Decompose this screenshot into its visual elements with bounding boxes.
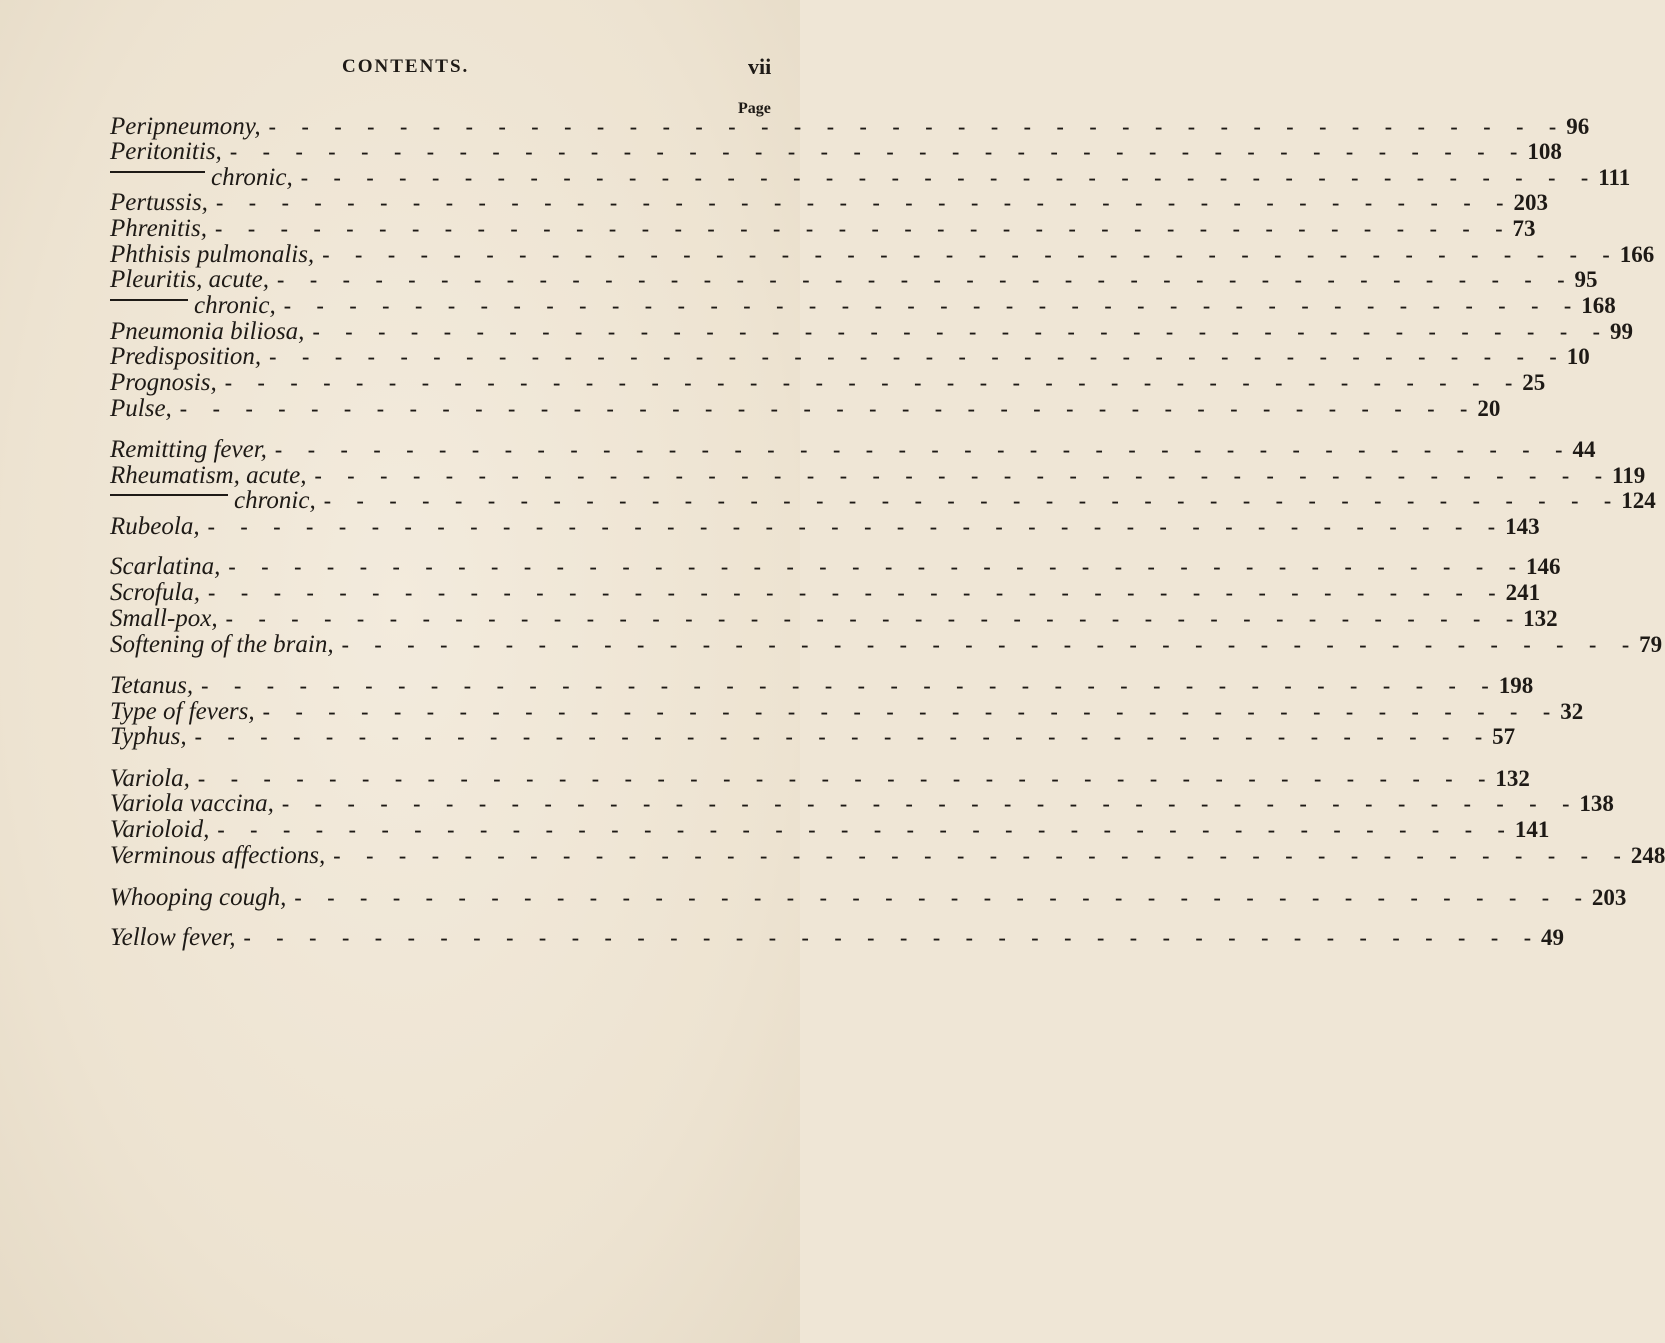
entry-text: Varioloid, <box>110 816 210 843</box>
entry-title <box>110 487 316 515</box>
running-head-title: CONTENTS. <box>342 56 470 77</box>
dot-leader: - - - - - - - - - - - - - - - - - - - - - - - - - - - - - - - - - - - - - - - - <box>243 925 1542 950</box>
dot-leader: - - - - - - - - - - - - - - - - - - - - - - - - - - - - - - - - - - - - - - - - <box>274 437 1573 462</box>
dot-leader: - - - - - - - - - - - - - - - - - - - - - - - - - - - - - - - - - - - - - - - - <box>225 606 1524 631</box>
entry-text: Prognosis, <box>110 369 217 396</box>
entry-title <box>110 672 193 700</box>
entry-page-number: 124 <box>1621 488 1656 513</box>
entry-page-number: 203 <box>1513 190 1548 215</box>
entry-text: Peripneumony, <box>110 113 261 140</box>
entry-text: chronic, <box>234 487 316 514</box>
dot-leader: - - - - - - - - - - - - - - - - - - - - - - - - - - - - - - - - - - - - - - - - <box>281 791 1580 816</box>
entry-text: Rubeola, <box>110 513 200 540</box>
entry-title <box>110 241 314 269</box>
entry-title <box>110 605 218 633</box>
entry-text: Scrofula, <box>110 579 201 606</box>
entry-page-number: 10 <box>1566 344 1590 369</box>
entry-title <box>110 790 274 818</box>
entry-text: chronic, <box>194 292 276 319</box>
dot-leader: - - - - - - - - - - - - - - - - - - - - - - - - - - - - - - - - - - - - - - - - <box>277 267 1575 292</box>
entry-page-number: 241 <box>1505 580 1541 605</box>
entry-text: Type of fevers, <box>110 698 255 725</box>
dot-leader: - - - - - - - - - - - - - - - - - - - - - - - - - - - - - - - - - - - - - - - - <box>283 293 1582 318</box>
ditto-rule <box>110 299 188 301</box>
contents-entry <box>110 723 1516 757</box>
dot-leader: - - - - - - - - - - - - - - - - - - - - - - - - - - - - - - - - - - - - - - - - <box>215 216 1513 241</box>
entry-text: Predisposition, <box>110 343 262 370</box>
entry-title <box>110 189 208 217</box>
dot-leader: - - - - - - - - - - - - - - - - - - - - - - - - - - - - - - - - - - - - - - - - <box>312 319 1610 344</box>
ditto-rule <box>110 494 228 496</box>
dot-leader: - - - - - - - - - - - - - - - - - - - - - - - - - - - - - - - - - - - - - - - - <box>208 580 1506 605</box>
dot-leader: - - - - - - - - - - - - - - - - - - - - - - - - - - - - - - - - - - - - - - - - <box>224 370 1523 395</box>
entry-text: Variola, <box>110 765 190 792</box>
entry-title <box>110 884 286 912</box>
entry-text: Pneumonia biliosa, <box>110 318 305 345</box>
entry-title <box>110 723 187 751</box>
entry-text: Pleuritis, acute, <box>110 266 269 293</box>
entry-page-number: 108 <box>1527 139 1562 164</box>
dot-leader: - - - - - - - - - - - - - - - - - - - - - - - - - - - - - - - - - - - - - - - - <box>215 190 1514 215</box>
entry-title <box>110 698 255 726</box>
entry-title <box>110 553 220 581</box>
contents-entry <box>110 513 1540 547</box>
entry-page-number: 168 <box>1581 293 1616 318</box>
entry-page-number: 166 <box>1619 242 1655 267</box>
entry-title <box>110 266 269 294</box>
dot-leader: - - - - - - - - - - - - - - - - - - - - - - - - - - - - - - - - - - - - - - - - <box>217 817 1515 842</box>
entry-page-number: 132 <box>1523 606 1558 631</box>
entry-page-number: 141 <box>1514 817 1550 842</box>
entry-page-number: 44 <box>1572 437 1596 462</box>
contents-entry <box>110 884 1627 918</box>
dot-leader: - - - - - - - - - - - - - - - - - - - - - - - - - - - - - - - - - - - - - - - - <box>179 396 1478 421</box>
entry-text: chronic, <box>211 164 293 191</box>
entry-title <box>110 138 222 166</box>
entry-title <box>110 924 235 952</box>
dot-leader: - - - - - - - - - - - - - - - - - - - - - - - - - - - - - - - - - - - - - - - - <box>262 699 1561 724</box>
contents-entry <box>110 924 1565 958</box>
entry-title <box>110 113 261 141</box>
entry-text: Verminous affections, <box>110 842 326 869</box>
entry-text: Small-pox, <box>110 605 218 632</box>
entry-title <box>110 164 293 192</box>
entry-title <box>110 318 304 346</box>
dot-leader: - - - - - - - - - - - - - - - - - - - - - - - - - - - - - - - - - - - - - - - - <box>314 463 1613 488</box>
dot-leader: - - - - - - - - - - - - - - - - - - - - - - - - - - - - - - - - - - - - - - - - <box>194 724 1493 749</box>
contents-entry <box>110 842 1665 876</box>
ditto-rule <box>110 171 205 173</box>
dot-leader: - - - - - - - - - - - - - - - - - - - - - - - - - - - - - - - - - - - - - - - - <box>228 554 1526 579</box>
entry-page-number: 95 <box>1574 267 1598 292</box>
contents-entry <box>110 395 1501 429</box>
dot-leader: - - - - - - - - - - - - - - - - - - - - - - - - - - - - - - - - - - - - - - - - <box>322 242 1620 267</box>
entry-page-number: 57 <box>1492 724 1516 749</box>
entry-page-number: 248 <box>1630 843 1665 868</box>
dot-leader: - - - - - - - - - - - - - - - - - - - - - - - - - - - - - - - - - - - - - - - - <box>333 843 1631 868</box>
entry-text: Pulse, <box>110 395 172 422</box>
dot-leader: - - - - - - - - - - - - - - - - - - - - - - - - - - - - - - - - - - - - - - - - <box>201 673 1499 698</box>
entry-title <box>110 292 276 320</box>
entry-text: Pertussis, <box>110 189 208 216</box>
entry-page-number: 25 <box>1522 370 1546 395</box>
running-head-page-number: vii <box>748 54 772 79</box>
entry-page-number: 138 <box>1579 791 1614 816</box>
entry-page-number: 96 <box>1566 114 1590 139</box>
entry-title <box>110 215 207 243</box>
entry-title <box>110 842 325 870</box>
page-column-label: Page <box>738 100 771 117</box>
dot-leader: - - - - - - - - - - - - - - - - - - - - - - - - - - - - - - - - - - - - - - - - <box>268 114 1567 139</box>
entry-title <box>110 395 172 423</box>
contents-entry <box>110 631 1663 665</box>
dot-leader: - - - - - - - - - - - - - - - - - - - - - - - - - - - - - - - - - - - - - - - - <box>207 514 1506 539</box>
dot-leader: - - - - - - - - - - - - - - - - - - - - - - - - - - - - - - - - - - - - - - - - <box>229 139 1528 164</box>
dot-leader: - - - - - - - - - - - - - - - - - - - - - - - - - - - - - - - - - - - - - - - - <box>294 885 1592 910</box>
entry-text: Whooping cough, <box>110 884 287 911</box>
dot-leader: - - - - - - - - - - - - - - - - - - - - - - - - - - - - - - - - - - - - - - - - <box>197 766 1496 791</box>
entry-text: Typhus, <box>110 723 187 750</box>
dot-leader: - - - - - - - - - - - - - - - - - - - - - - - - - - - - - - - - - - - - - - - - <box>300 165 1599 190</box>
entry-page-number: 99 <box>1609 319 1633 344</box>
entry-title <box>110 513 200 541</box>
entry-page-number: 146 <box>1525 554 1561 579</box>
entry-text: Variola vaccina, <box>110 790 274 817</box>
dot-leader: - - - - - - - - - - - - - - - - - - - - - - - - - - - - - - - - - - - - - - - - <box>269 344 1567 369</box>
entry-text: Yellow fever, <box>110 924 236 951</box>
entry-text: Scarlatina, <box>110 553 221 580</box>
entry-title <box>110 765 190 793</box>
dot-leader: - - - - - - - - - - - - - - - - - - - - - - - - - - - - - - - - - - - - - - - - <box>341 632 1640 657</box>
entry-page-number: 111 <box>1598 165 1631 190</box>
entry-page-number: 198 <box>1498 673 1534 698</box>
entry-page-number: 49 <box>1541 925 1565 950</box>
entry-page-number: 203 <box>1591 885 1627 910</box>
entry-text: Peritonitis, <box>110 138 222 165</box>
entry-text: Softening of the brain, <box>110 631 334 658</box>
entry-title <box>110 579 200 607</box>
entry-title <box>110 369 217 397</box>
entry-title <box>110 436 267 464</box>
entry-text: Tetanus, <box>110 672 194 699</box>
entry-text: Phrenitis, <box>110 215 207 242</box>
entry-text: Rheumatism, acute, <box>110 462 307 489</box>
entry-page-number: 119 <box>1612 463 1646 488</box>
entry-text: Phthisis pulmonalis, <box>110 241 315 268</box>
entry-page-number: 143 <box>1505 514 1540 539</box>
entry-page-number: 20 <box>1477 396 1501 421</box>
entry-page-number: 79 <box>1639 632 1663 657</box>
entry-text: Remitting fever, <box>110 436 267 463</box>
dot-leader: - - - - - - - - - - - - - - - - - - - - - - - - - - - - - - - - - - - - - - - - <box>323 488 1622 513</box>
entry-title <box>110 816 209 844</box>
entry-page-number: 132 <box>1495 766 1530 791</box>
entry-page-number: 73 <box>1512 216 1536 241</box>
entry-page-number: 32 <box>1560 699 1584 724</box>
entry-title <box>110 462 306 490</box>
entry-title <box>110 343 261 371</box>
entry-title <box>110 631 334 659</box>
